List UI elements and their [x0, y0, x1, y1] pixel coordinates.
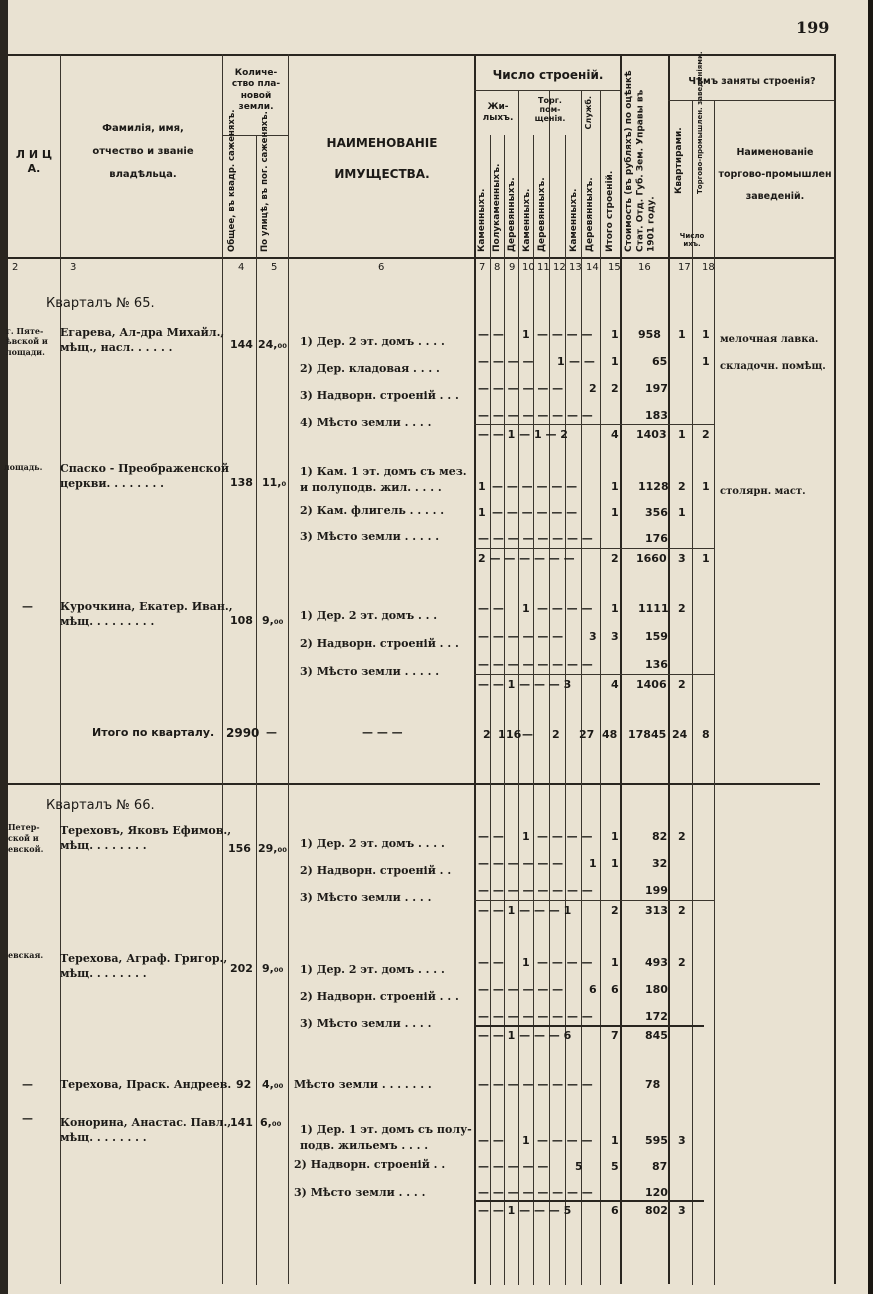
- dash-row-marks: — — — — —: [478, 1160, 549, 1173]
- q65-o1-c14: 1: [611, 355, 619, 368]
- header-line: пом-: [539, 105, 561, 115]
- q65-o1-c14: 2: [611, 382, 619, 395]
- q66-owner1-items: [300, 830, 451, 911]
- q66-owner1-location: [8, 822, 43, 854]
- dash-row-marks: — — — —: [537, 328, 593, 341]
- q66-owner1-street: 29,₀₀: [258, 842, 288, 855]
- q66-owner1-name: [60, 824, 231, 854]
- dash-row-marks: — — 1 — — — 1: [478, 904, 572, 917]
- dash-row-marks: — —: [478, 1134, 504, 1147]
- property-item: 3) Мѣсто земли . . . . .: [300, 530, 440, 543]
- q65-o2-value: 1128: [638, 480, 669, 493]
- dash-row-marks: — — — — — — — —: [478, 884, 593, 897]
- q65-owner3-street: 9,₀₀: [262, 614, 284, 627]
- q65-o2-c7: 1: [478, 480, 486, 493]
- q65-o1-c17: 1: [702, 355, 710, 368]
- header-owner-line: владѣльца.: [109, 169, 177, 180]
- dash-row-marks: — — — — — — — —: [478, 409, 593, 422]
- q66-o1-sum: 313: [645, 904, 668, 917]
- q66-owner4-items: [300, 1122, 472, 1154]
- owner-line: Терехова, Аграф. Григор.,: [60, 952, 228, 965]
- property-item: 4) Мѣсто земли . . . .: [300, 416, 432, 429]
- q65-o1-c9: 1: [522, 328, 530, 341]
- q65-o1-c17: 1: [702, 328, 710, 341]
- header-trade-wood: Деревянныхъ.: [537, 177, 547, 252]
- header-owner: [68, 117, 218, 186]
- q66-o1-value: 199: [645, 884, 668, 897]
- dash-row-marks: 2 — — — — — —: [478, 552, 575, 565]
- header-owner-line: Фамилія, имя,: [102, 123, 184, 134]
- dash-row-marks: — — — —: [537, 1134, 593, 1147]
- q65-o1-c13: 2: [589, 382, 597, 395]
- q65-o1-enterprise: мелочная лавка.: [720, 334, 819, 345]
- col-line: [256, 135, 257, 1285]
- q65-total-dashes: — — —: [362, 726, 403, 739]
- col-line: [714, 100, 715, 1285]
- q66-o4-c14: 1: [611, 1134, 619, 1147]
- q66-o1-c9: 1: [522, 830, 530, 843]
- property-item: 2) Дер. кладовая . . . .: [300, 362, 440, 375]
- q65-total-c7: 2: [483, 728, 491, 741]
- dash-row-marks: — — — — — — — —: [478, 658, 593, 671]
- dash-row-marks: — — 1 — — — 5: [478, 1204, 572, 1217]
- q66-o1-sumcount: 2: [611, 904, 619, 917]
- q65-o1-sum: 1403: [636, 428, 667, 441]
- col-line: [565, 135, 566, 1285]
- owner-line: мѣщ. . . . . . . .: [60, 838, 147, 852]
- property-item: подв. жильемъ . . . .: [300, 1139, 429, 1152]
- q65-o2-sumcount: 2: [611, 552, 619, 565]
- column-number: 5: [271, 262, 278, 273]
- owner-line: церкви. . . . . . . .: [60, 476, 165, 490]
- q65-total-c13: 27: [579, 728, 595, 741]
- header-apartments: Квартирами.: [674, 127, 684, 194]
- q66-owner2-name: [60, 952, 227, 982]
- header-land-qty: [224, 68, 288, 113]
- dash-row-marks: — — — — — —: [492, 480, 578, 493]
- header-trade: [534, 96, 566, 124]
- header-occupied: Чѣмъ заняты строенія?: [688, 76, 816, 87]
- property-item: 3) Мѣсто земли . . . .: [300, 1017, 432, 1030]
- q65-owner1-street: 24,₀₀: [258, 338, 288, 351]
- subheader-rule: [668, 100, 834, 101]
- dash-row-marks: — —: [478, 328, 504, 341]
- header-line: ихъ.: [683, 240, 701, 249]
- header-enterprise-name: [716, 142, 834, 208]
- dash-row-marks: — — 1 — — — 3: [478, 678, 572, 691]
- q65-owner2-items: [300, 464, 467, 496]
- header-owner-line: отчество и званіе: [92, 146, 194, 157]
- header-line: заведеній.: [745, 190, 805, 202]
- q66-o2-c14: 1: [611, 956, 619, 969]
- column-number: 7: [479, 262, 486, 273]
- q66-o4-sum: 802: [645, 1204, 668, 1217]
- q65-o2-sum17: 1: [702, 552, 710, 565]
- q66-o2-value: 180: [645, 983, 668, 996]
- property-item: 1) Дер. 2 эт. домъ . . . .: [300, 837, 445, 850]
- q66-o1-c14: 1: [611, 857, 619, 870]
- header-service: Служб.: [584, 96, 593, 130]
- q65-total-c15: 17845: [628, 728, 667, 741]
- owner-line: мѣщ. . . . . . . .: [60, 966, 147, 980]
- column-number: 9: [509, 262, 516, 273]
- q66-o4-c9: 1: [522, 1134, 530, 1147]
- q65-total-c9: 16: [506, 728, 522, 741]
- q65-o3-value: 136: [645, 658, 668, 671]
- q66-o4-c14: 5: [611, 1160, 619, 1173]
- subtotal-rule: [474, 900, 714, 901]
- q65-o1-c16: 1: [678, 328, 686, 341]
- q66-owner3-location: —: [22, 1078, 33, 1091]
- q66-o4-value: 595: [645, 1134, 668, 1147]
- property-item: 3) Мѣсто земли . . . .: [294, 1186, 426, 1199]
- table-right-rule: [834, 54, 836, 1284]
- q66-owner2-location: евская.: [8, 950, 44, 960]
- header-count: [670, 232, 714, 248]
- col-line: [222, 54, 223, 1284]
- dash-row-marks: — — — — — —: [478, 382, 564, 395]
- q65-o1-value: 183: [645, 409, 668, 422]
- q66-owner3-name: Терехова, Праск. Андреев.: [60, 1078, 232, 1091]
- quarter-65-title: Кварталъ № 65.: [46, 296, 155, 311]
- header-line: щенія.: [534, 114, 566, 124]
- page-number: 199: [796, 18, 830, 37]
- property-item: 3) Мѣсто земли . . . .: [300, 891, 432, 904]
- header-line: Торг.: [538, 96, 562, 105]
- property-item: 2) Надворн. строеній . .: [294, 1158, 446, 1171]
- q66-o2-sum: 845: [645, 1029, 668, 1042]
- dash-row-marks: — — — — — —: [478, 630, 564, 643]
- column-number: 14: [586, 262, 599, 273]
- header-value: Стоимость (въ рубляхъ) по оцѣнкѣ Стат. Отд. Губ. Зем. Управы въ 1901 году.: [624, 70, 657, 252]
- col-line: [288, 54, 289, 1284]
- q66-owner2-street: 9,₀₀: [262, 962, 284, 975]
- q66-o1-sum16: 2: [678, 904, 686, 917]
- col-line: [474, 54, 476, 1284]
- q65-o2-sum16: 3: [678, 552, 686, 565]
- subtotal-rule: [474, 674, 714, 675]
- q65-o2-c14: 1: [611, 506, 619, 519]
- q66-o4-sumcount: 6: [611, 1204, 619, 1217]
- owner-line: Курочкина, Екатер. Иван.,: [60, 600, 233, 613]
- q65-o1-value: 65: [652, 355, 668, 368]
- q65-owner2-street: 11,₀: [262, 476, 287, 489]
- dash-row-marks: — — — — — —: [492, 506, 578, 519]
- col-line: [60, 54, 61, 1284]
- q66-o4-c16: 3: [678, 1134, 686, 1147]
- column-number: 17: [678, 262, 691, 273]
- q66-owner4-street: 6,₀₀: [260, 1116, 282, 1129]
- column-number: 18: [702, 262, 715, 273]
- q65-o1-sumcount: 4: [611, 428, 619, 441]
- property-item: 1) Дер. 1 эт. домъ съ полу-: [300, 1123, 472, 1136]
- dash-row-marks: — — 1 — — — 6: [478, 1029, 572, 1042]
- header-line: Число: [679, 232, 705, 240]
- q65-owner3-name: [60, 600, 233, 630]
- column-number: 4: [238, 262, 245, 273]
- q65-o1-value: 197: [645, 382, 668, 395]
- property-item: 1) Кам. 1 эт. домъ съ мез.: [300, 465, 467, 478]
- q66-o2-c16: 2: [678, 956, 686, 969]
- location-line: ѣвской и: [6, 336, 48, 347]
- property-item: и полуподв. жил. . . . .: [300, 481, 442, 494]
- q65-owner2-area: 138: [230, 476, 253, 489]
- q65-o2-c14: 1: [611, 480, 619, 493]
- q65-o1-c14: 1: [611, 328, 619, 341]
- owner-line: Конорина, Анастас. Павл.,: [60, 1116, 232, 1129]
- column-number: 6: [378, 262, 385, 273]
- q66-owner2-items: [300, 956, 459, 1037]
- q65-o2-c16: 2: [678, 480, 686, 493]
- q66-owner1-area: 156: [228, 842, 251, 855]
- header-line: НАИМЕНОВАНІЕ: [326, 136, 438, 150]
- property-item: 3) Мѣсто земли . . . . .: [300, 665, 440, 678]
- quarter-66-title: Кварталъ № 66.: [46, 798, 155, 813]
- owner-line: Егарева, Ал-дра Михайл.,: [60, 326, 225, 339]
- q65-total-c14: 48: [602, 728, 618, 741]
- header-service-stone: Каменныхъ.: [569, 188, 579, 252]
- header-line: Количе-: [234, 68, 278, 78]
- owner-line: мѣщ., насл. . . . . .: [60, 340, 173, 354]
- q65-owner3-location: —: [22, 600, 33, 613]
- q65-total-area: 2990: [226, 726, 260, 740]
- header-bottom-rule: [8, 257, 836, 259]
- q66-o1-value: 32: [652, 857, 668, 870]
- q65-o2-enterprise: столярн. маст.: [720, 486, 806, 497]
- subtotal-rule: [474, 548, 714, 549]
- subtotal-rule: [474, 424, 714, 425]
- header-line: Наименованіе: [736, 147, 814, 158]
- q66-owner3-area: 92: [236, 1078, 252, 1091]
- property-item: 2) Надворн. строеній . .: [300, 864, 452, 877]
- q65-owner2-location: лощадь.: [4, 462, 43, 472]
- dash-row-marks: — — — — — —: [478, 857, 564, 870]
- location-line: лощади.: [6, 346, 45, 357]
- q66-o4-sum16: 3: [678, 1204, 686, 1217]
- location-line: Петер-: [8, 822, 40, 832]
- column-number: 11: [537, 262, 550, 273]
- owner-line: Тереховъ, Яковъ Ефимов.,: [60, 824, 232, 837]
- dash-row-marks: — — — —: [537, 602, 593, 615]
- header-land-street: По улицѣ, въ пог. саженяхъ.: [260, 111, 270, 252]
- column-number: 2: [12, 262, 19, 273]
- location-line: евской.: [8, 843, 44, 854]
- table-top-rule: [8, 54, 836, 56]
- q65-owner1-items: [300, 328, 459, 436]
- q65-o2-value: 176: [645, 532, 668, 545]
- q65-o3-c14: 3: [611, 630, 619, 643]
- header-residential: [478, 102, 518, 125]
- header-line: ство пла-: [231, 79, 281, 90]
- q65-o1-sum17: 2: [702, 428, 710, 441]
- property-item: 3) Надворн. строеній . . .: [300, 389, 459, 402]
- location-line: ской и: [8, 832, 39, 843]
- property-item: 2) Надворн. строеній . . .: [300, 637, 459, 650]
- q65-owner1-area: 144: [230, 338, 253, 351]
- property-item: 2) Кам. флигель . . . . .: [300, 504, 445, 517]
- q65-total-c8: 1: [498, 728, 506, 741]
- q66-o1-c13: 1: [589, 857, 597, 870]
- q65-total-c10: —: [522, 728, 533, 741]
- q65-owner1-name: [60, 326, 224, 356]
- col-line: [620, 54, 622, 1284]
- q65-o3-c13: 3: [589, 630, 597, 643]
- header-property: [293, 128, 471, 190]
- q66-o4-value: 87: [652, 1160, 668, 1173]
- q66-o2-c13: 6: [589, 983, 597, 996]
- q65-total-dash: —: [266, 726, 277, 739]
- dash-row-marks: — — — — — — — —: [478, 1010, 593, 1023]
- q65-owner3-area: 108: [230, 614, 253, 627]
- q66-owner4-location: —: [22, 1112, 33, 1125]
- q66-o4-c12: 5: [575, 1160, 583, 1173]
- q65-owner2-name: [60, 462, 229, 492]
- header-line: торгово-промышлен: [718, 168, 832, 180]
- q66-o2-c14: 6: [611, 983, 619, 996]
- q65-o2-c16: 1: [678, 506, 686, 519]
- header-trade-stone: Каменныхъ.: [522, 188, 532, 252]
- q65-o1-enterprise: складочн. помѣщ.: [720, 361, 826, 372]
- column-number: 3: [70, 262, 77, 273]
- q66-o4-value: 120: [645, 1186, 668, 1199]
- q65-o3-sumcount: 4: [611, 678, 619, 691]
- q66-o3-value: 78: [645, 1078, 661, 1091]
- column-number: 10: [522, 262, 535, 273]
- property-item: 2) Надворн. строеній . . .: [300, 990, 459, 1003]
- q65-o2-c17: 1: [702, 480, 710, 493]
- q65-o1-c12: 1: [557, 355, 565, 368]
- dash-row-marks: — —: [478, 956, 504, 969]
- column-number: 8: [494, 262, 501, 273]
- q65-total-c17: 8: [702, 728, 710, 741]
- header-enterprises: Торгово-промышлен. заведеніями.: [696, 51, 704, 194]
- q65-total-c11: 2: [552, 728, 560, 741]
- q65-o3-value: 159: [645, 630, 668, 643]
- q65-o1-value: 958: [638, 328, 661, 341]
- q65-o3-sum: 1406: [636, 678, 667, 691]
- q66-owner4-area: 141: [230, 1116, 253, 1129]
- header-buildings-count: Число строеній.: [492, 68, 604, 82]
- column-number: 16: [638, 262, 651, 273]
- q66-owner4-name: [60, 1116, 231, 1146]
- book-binding: [0, 0, 8, 1294]
- location-line: г. Пяте-: [6, 326, 44, 336]
- column-number: 15: [608, 262, 621, 273]
- header-line: Жи-: [487, 102, 509, 112]
- header-line: новой: [240, 90, 272, 101]
- q65-total-label: Итого по кварталу.: [92, 726, 215, 739]
- header-line: ИМУЩЕСТВА.: [334, 167, 430, 182]
- q66-owner3-street: 4,₀₀: [262, 1078, 284, 1091]
- header-wooden: Деревянныхъ.: [507, 177, 517, 252]
- col-line: [692, 100, 693, 1285]
- ledger-page: [4, 0, 868, 1294]
- subtotal-rule: [474, 1025, 704, 1027]
- q66-o1-c16: 2: [678, 830, 686, 843]
- dash-row-marks: — —: [478, 830, 504, 843]
- q65-total-c16: 24: [672, 728, 688, 741]
- q65-o2-value: 356: [645, 506, 668, 519]
- property-item: 1) Дер. 2 эт. домъ . . . .: [300, 335, 445, 348]
- dash-row-marks: — — 1 — 1 — 2: [478, 428, 568, 441]
- q65-o3-c14: 1: [611, 602, 619, 615]
- property-item: 1) Дер. 2 эт. домъ . . .: [300, 609, 438, 622]
- owner-line: мѣщ. . . . . . . .: [60, 1130, 147, 1144]
- q65-o2-c7: 1: [478, 506, 486, 519]
- q66-o2-c9: 1: [522, 956, 530, 969]
- header-left-col: Л И Ц А.: [15, 148, 53, 175]
- col-line: [533, 135, 534, 1285]
- subtotal-rule: [474, 1200, 704, 1202]
- dash-row-marks: — — — —: [478, 355, 534, 368]
- owner-line: мѣщ. . . . . . . . .: [60, 614, 155, 628]
- q65-o3-c9: 1: [522, 602, 530, 615]
- dash-row-marks: — — — —: [537, 830, 593, 843]
- owner-line: Спаско - Преображенской: [60, 462, 230, 475]
- dash-row-marks: — — — —: [537, 956, 593, 969]
- q65-o3-c16: 2: [678, 602, 686, 615]
- q66-o2-sumcount: 7: [611, 1029, 619, 1042]
- col-line: [490, 135, 491, 1285]
- q65-o3-sum16: 2: [678, 678, 686, 691]
- property-item: Мѣсто земли . . . . . . .: [294, 1078, 432, 1091]
- dash-row-marks: — — — — — —: [478, 983, 564, 996]
- header-line: земли.: [238, 101, 274, 112]
- dash-row-marks: — —: [569, 355, 595, 368]
- q65-o1-sum16: 1: [678, 428, 686, 441]
- q66-o2-value: 172: [645, 1010, 668, 1023]
- header-total-buildings: Итого строеній.: [605, 170, 615, 252]
- header-service-wood: Деревянныхъ.: [585, 177, 595, 252]
- q65-o3-value: 1111: [638, 602, 669, 615]
- header-land-total: Общее, въ квадр. саженяхъ.: [227, 109, 237, 252]
- header-line: лыхъ.: [482, 113, 514, 124]
- column-number: 12: [553, 262, 566, 273]
- dash-row-marks: — — — — — — — —: [478, 1186, 593, 1199]
- header-stone: Каменныхъ.: [477, 188, 487, 252]
- q65-o2-sum: 1660: [636, 552, 667, 565]
- col-line: [504, 135, 505, 1285]
- q65-owner1-location: [6, 326, 48, 357]
- col-line: [600, 90, 601, 1285]
- q66-o1-c14: 1: [611, 830, 619, 843]
- q65-owner3-items: [300, 602, 459, 686]
- quarter-divider-rule: [8, 783, 820, 785]
- header-half-stone: Полукаменныхъ.: [492, 163, 502, 252]
- q66-owner2-area: 202: [230, 962, 253, 975]
- q66-o1-value: 82: [652, 830, 668, 843]
- subheader-rule: [474, 90, 620, 91]
- property-item: 1) Дер. 2 эт. домъ . . . .: [300, 963, 445, 976]
- dash-row-marks: — — — — — — — —: [478, 1078, 593, 1091]
- dash-row-marks: — —: [478, 602, 504, 615]
- q66-o2-value: 493: [645, 956, 668, 969]
- column-number: 13: [569, 262, 582, 273]
- dash-row-marks: — — — — — — — —: [478, 532, 593, 545]
